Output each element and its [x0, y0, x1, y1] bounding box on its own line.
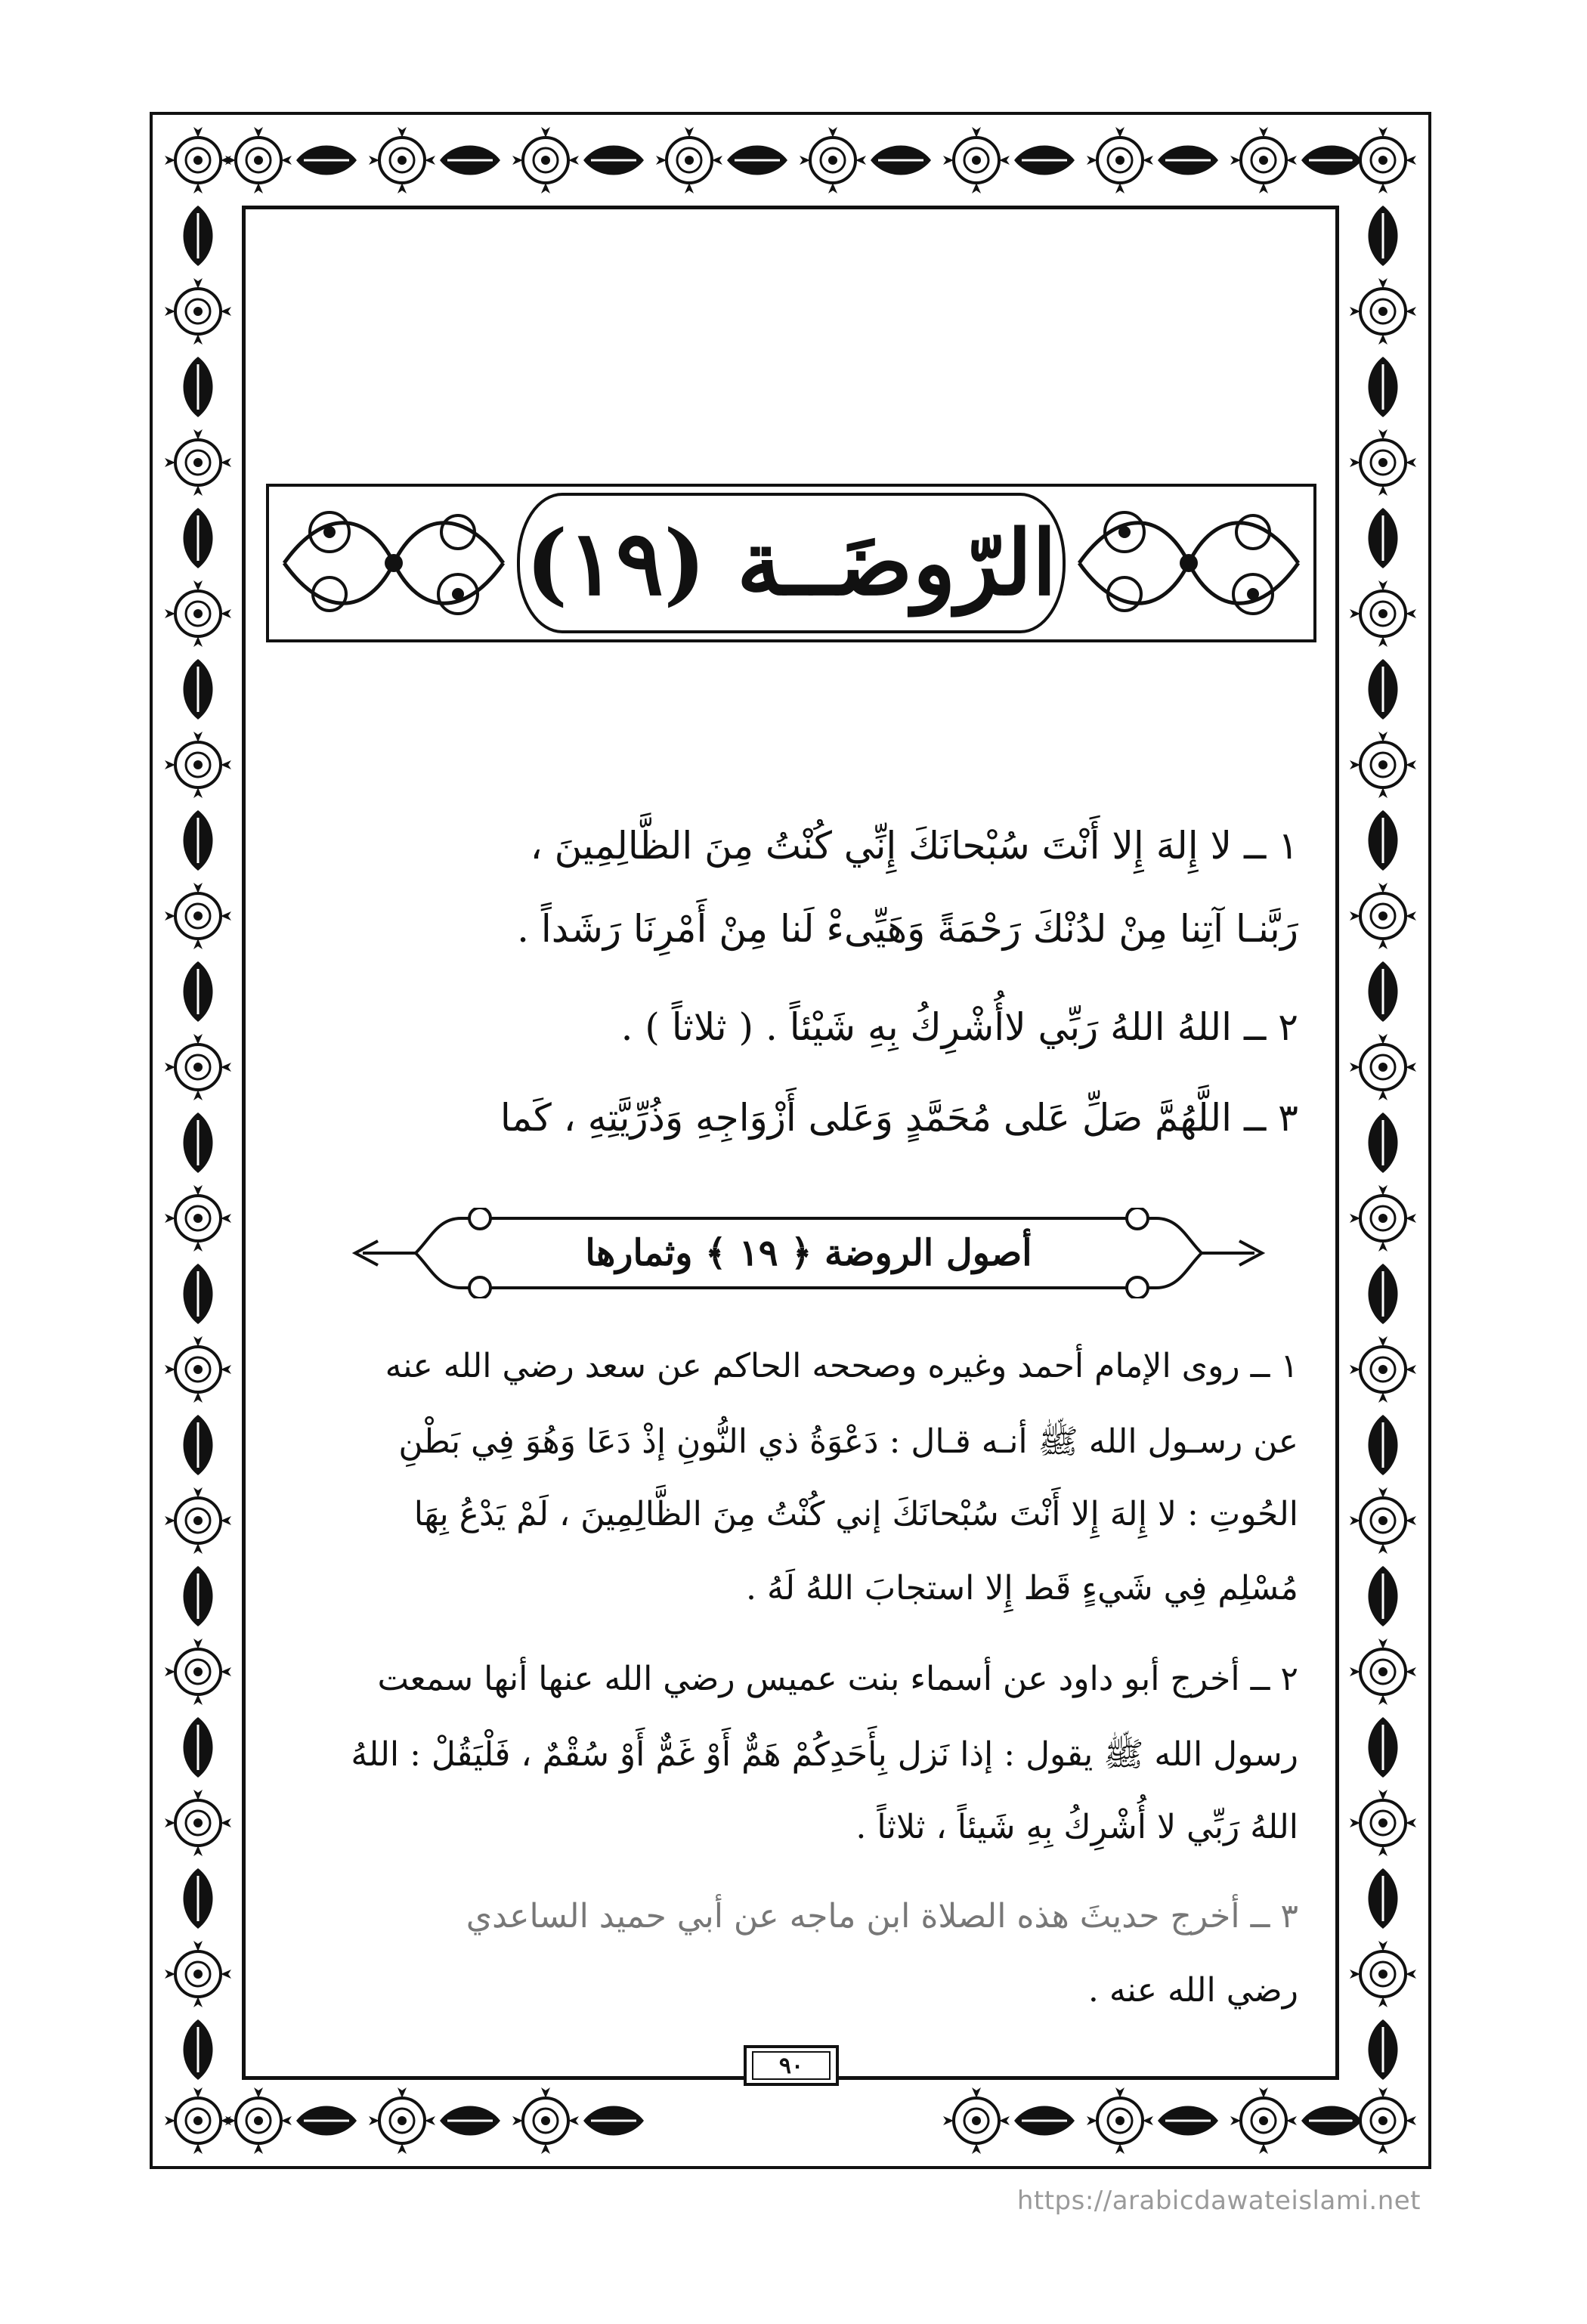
narration-2-line-3: اللهُ رَبِّي لا أُشْرِكُ بِهِ شَيئاً ، ثلاثاً . [855, 1808, 1298, 1846]
title-cartouche [266, 484, 1316, 642]
narration-1-line-2: عن رسـول الله ﷺ أنـه قـال : دَعْوَةُ ذي النُّونِ إذْ دَعَا وَهُوَ فِي بَطْنِ [398, 1422, 1298, 1461]
narration-1-line-4: مُسْلِم فِي شَيءٍ قَط إِلا استجابَ اللهُ لَهُ . [746, 1569, 1298, 1608]
dua-line-4: ٣ ــ اللَّهُمَّ صَلِّ عَلى مُحَمَّدٍ وَعَلى أَزْوَاجِهِ وَذُرِّيَّتِهِ ، كَما [500, 1096, 1298, 1140]
title-oval [517, 493, 1066, 633]
dua-line-2: رَبَّنـا آتِنا مِنْ لدُنْكَ رَحْمَةً وَهَيِّىءْ لَنا مِنْ أَمْرِنَا رَشَداً . [517, 907, 1298, 951]
narration-2-line-2: رسول الله ﷺ يقول : إذا نَزل بِأَحَدِكُمْ هَمٌّ أَوْ غَمٌّ أَوْ سُقْمٌ ، فَلْيَقُلْ : اللهُ [351, 1735, 1298, 1774]
source-watermark: https://arabicdawateislami.net [1016, 2186, 1421, 2216]
section-heading-banner [348, 1208, 1270, 1298]
page-number: ٩٠ [752, 2051, 831, 2080]
dua-line-1: ١ ــ لا إِلهَ إِلا أَنْتَ سُبْحانَكَ إِنِّي كُنْتُ مِنَ الظَّالِمِينَ ، [530, 824, 1298, 868]
title-ornament-right [1072, 494, 1306, 632]
narration-3-line-1: ٣ ــ أخرج حديثَ هذه الصلاة ابن ماجه عن أبي حميد الساعدي [466, 1897, 1298, 1936]
narration-3-line-2: رضي الله عنه . [1087, 1971, 1298, 2010]
narration-1-line-3: الحُوتِ : لا إِلهَ إِلا أَنْتَ سُبْحانَكَ إني كُنْتُ مِنَ الظَّالِمِينَ ، لَمْ يَدْعُ بِهَا [413, 1495, 1298, 1533]
page-number-box [744, 2045, 839, 2086]
narration-1-line-1: ١ ــ روى الإمام أحمد وغيره وصححه الحاكم عن سعد رضي الله عنه [385, 1347, 1298, 1385]
page-title: الرّوضَــة (١٩) [525, 510, 1057, 615]
dua-line-3: ٢ ــ اللهُ اللهُ رَبِّي لاأُشْرِكُ بِهِ شَيْئاً . ( ثلاثاً ) . [620, 1005, 1298, 1049]
section-heading: أصول الروضة ﴿ ١٩ ﴾ وثمارها [585, 1232, 1032, 1274]
narration-2-line-1: ٢ ــ أخرج أبو داود عن أسماء بنت عميس رضي الله عنها أنها سمعت [377, 1660, 1298, 1698]
title-ornament-left [277, 494, 511, 632]
